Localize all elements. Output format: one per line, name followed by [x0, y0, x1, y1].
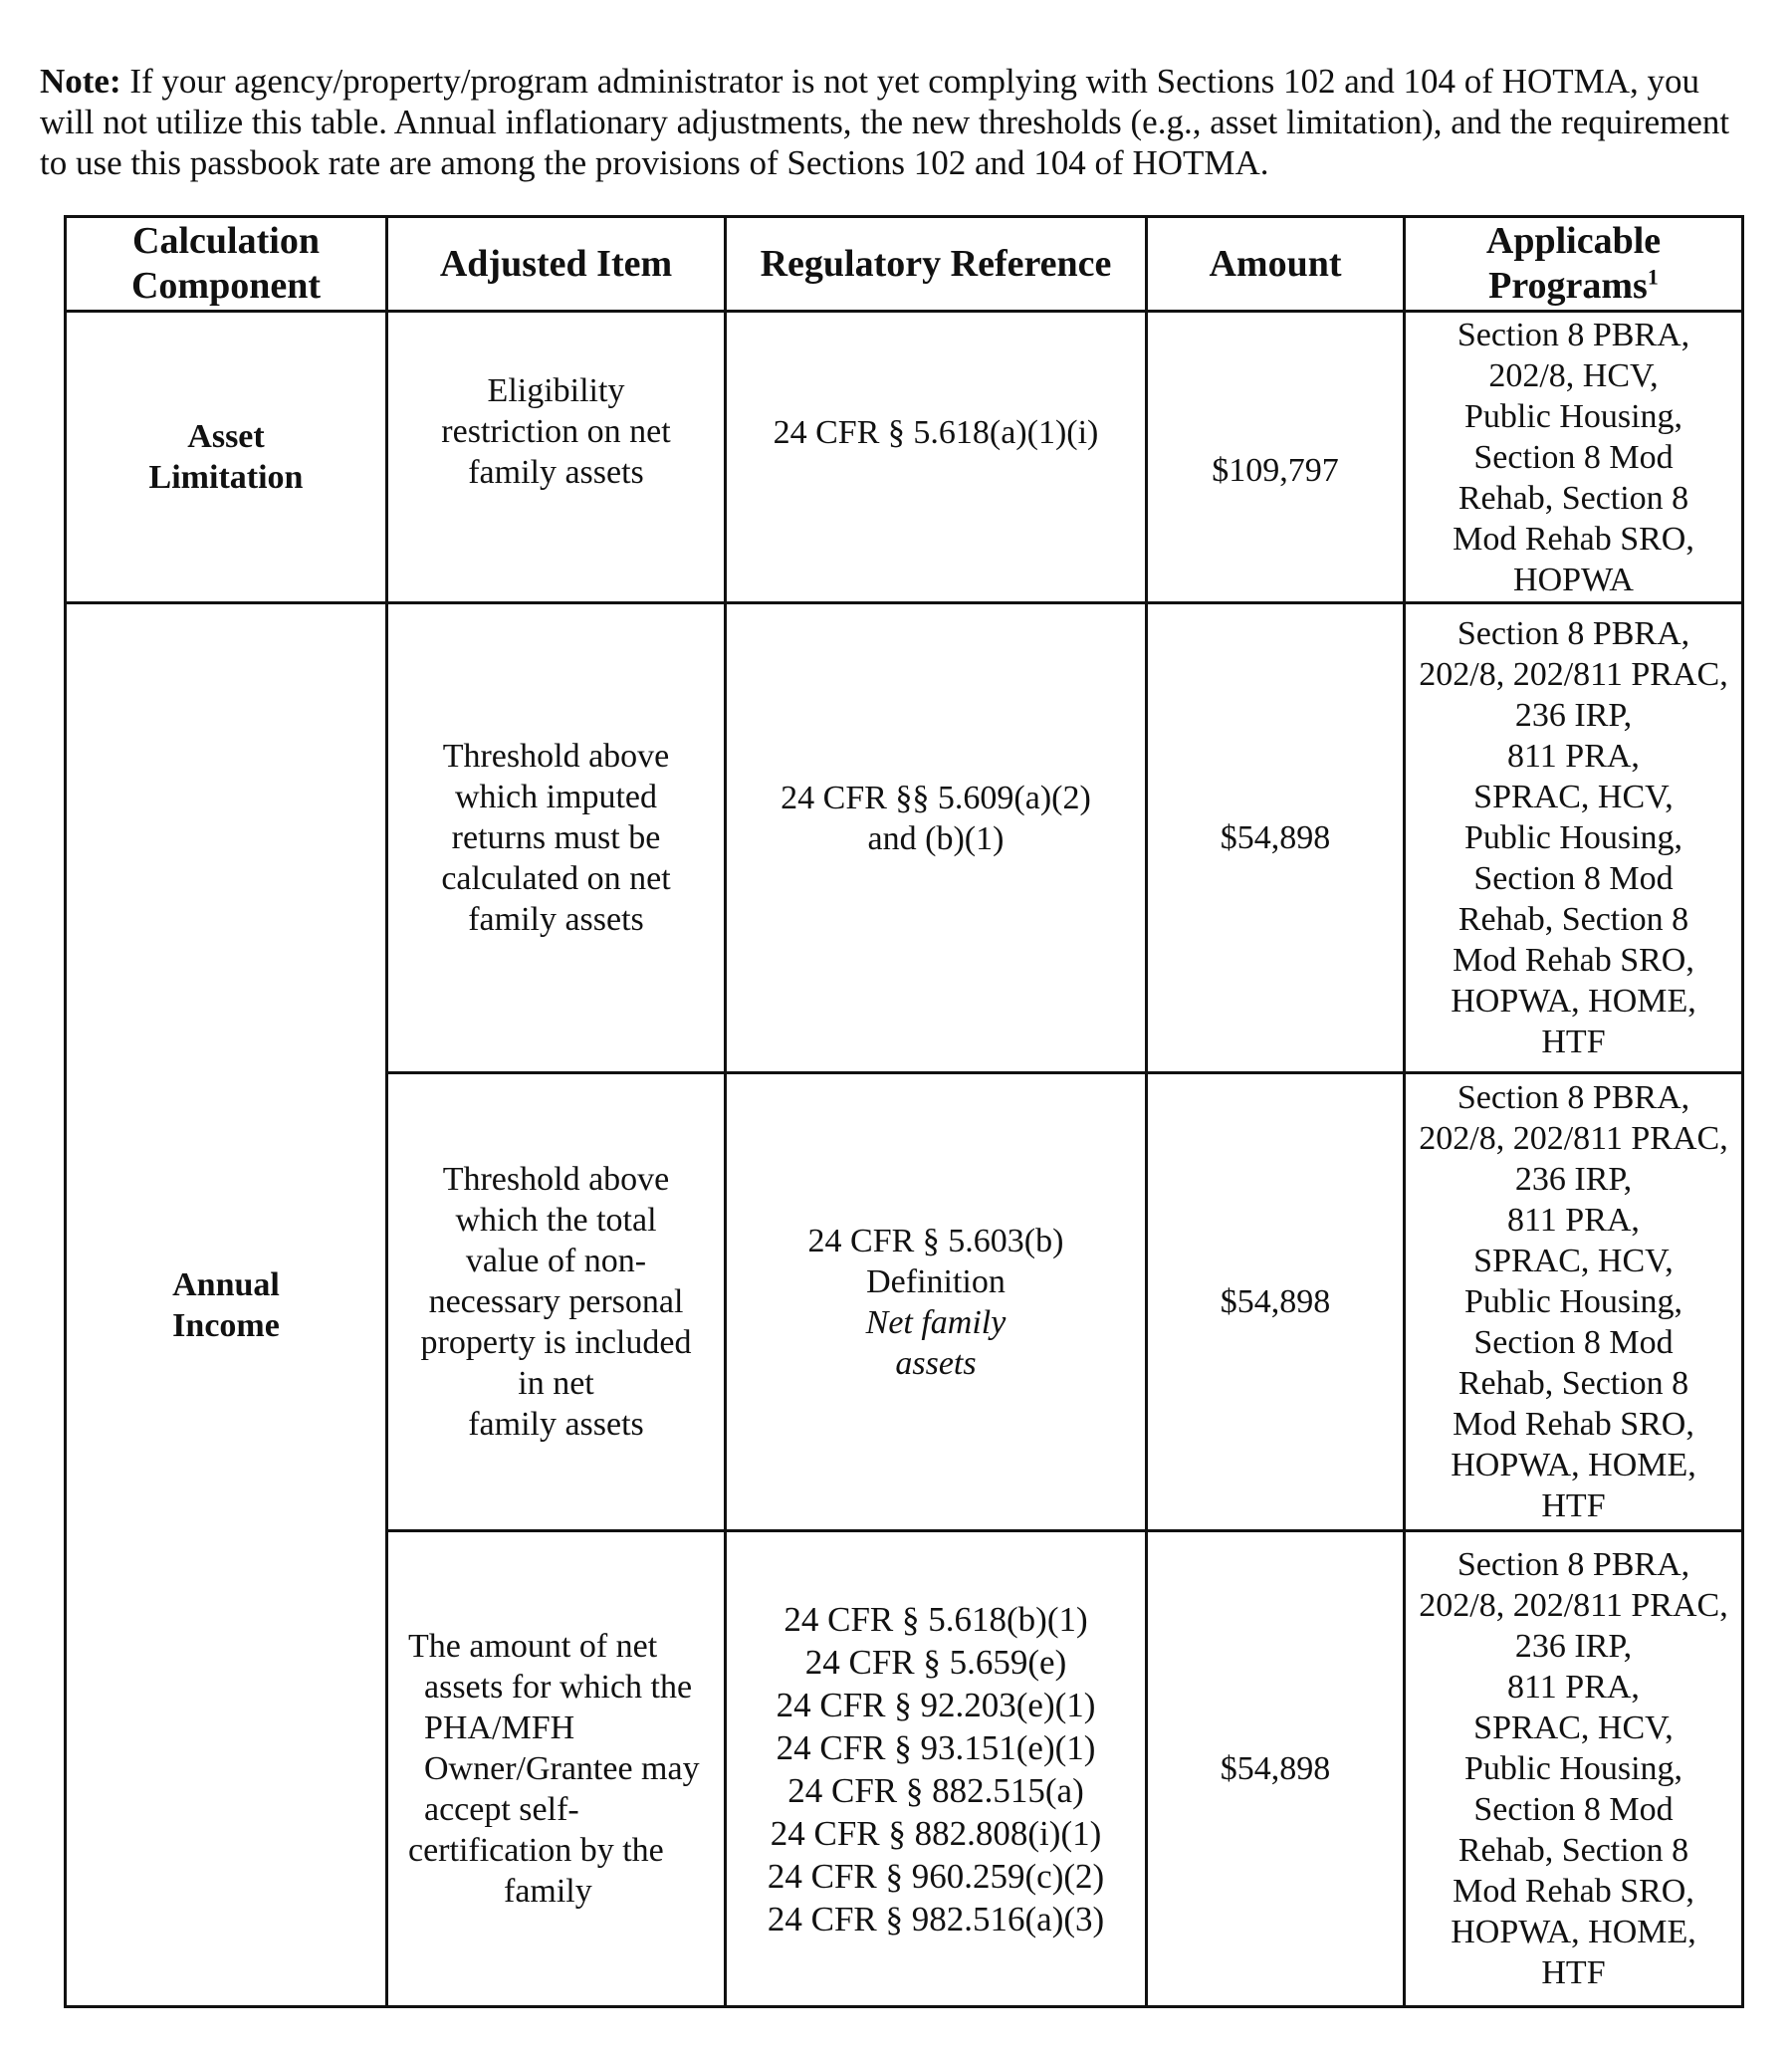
- amount-cell: $54,898: [1147, 1073, 1405, 1531]
- threshold-table: [64, 215, 1744, 2008]
- table-row: [66, 603, 1743, 1073]
- note-paragraph: [40, 61, 1762, 183]
- regulatory-reference-cell: 24 CFR § 5.618(a)(1)(i): [726, 312, 1147, 603]
- applicable-programs-cell: Section 8 PBRA, 202/8, HCV, Public Housing, Section 8 Mod Rehab, Section 8 Mod Rehab SRO, HOPWA: [1405, 312, 1743, 603]
- note-label: Note:: [40, 62, 121, 101]
- header-adjusted-item: Adjusted Item: [387, 217, 726, 312]
- adjusted-item-cell: Eligibility restriction on net family assets: [387, 312, 726, 603]
- header-row: [66, 217, 1743, 312]
- adjusted-item-cell: Threshold above which the total value of non- necessary personal property is included in net family assets: [387, 1073, 726, 1531]
- amount-cell: $54,898: [1147, 603, 1405, 1073]
- table-row: [66, 312, 1743, 603]
- component-asset-limitation: Asset Limitation: [66, 312, 387, 603]
- applicable-programs-cell: Section 8 PBRA, 202/8, 202/811 PRAC, 236 IRP, 811 PRA, SPRAC, HCV, Public Housing, Section 8 Mod Rehab, Section 8 Mod Rehab SRO, HOPWA, HOME, HTF: [1405, 603, 1743, 1073]
- adjusted-item-cell: Threshold above which imputed returns must be calculated on net family assets: [387, 603, 726, 1073]
- applicable-programs-cell: Section 8 PBRA, 202/8, 202/811 PRAC, 236 IRP, 811 PRA, SPRAC, HCV, Public Housing, Section 8 Mod Rehab, Section 8 Mod Rehab SRO, HOPWA, HOME, HTF: [1405, 1531, 1743, 2007]
- regulatory-reference-cell: 24 CFR §§ 5.609(a)(2) and (b)(1): [726, 603, 1147, 1073]
- header-amount: Amount: [1147, 217, 1405, 312]
- adjusted-item-cell: The amount of net assets for which the PHA/MFH Owner/Grantee may accept self- certification by the family: [387, 1531, 726, 2007]
- regulatory-reference-cell: 24 CFR § 5.603(b) Definition Net family assets: [726, 1073, 1147, 1531]
- amount-cell: $54,898: [1147, 1531, 1405, 2007]
- note-text: If your agency/property/program administrator is not yet complying with Sections 102 and 104 of HOTMA, you will not utilize this table. Annual inflationary adjustments, the new thresholds (e.g., asset limitation), and the requirement to use this passbook rate are among the provisions of Sections 102 and 104 of HOTMA.: [40, 62, 1730, 182]
- amount-cell: $109,797: [1147, 312, 1405, 603]
- header-regulatory-reference: Regulatory Reference: [726, 217, 1147, 312]
- footnote-marker: 1: [1647, 264, 1659, 290]
- header-calculation-component: Calculation Component: [66, 217, 387, 312]
- regulatory-reference-cell: 24 CFR § 5.618(b)(1) 24 CFR § 5.659(e) 24 CFR § 92.203(e)(1) 24 CFR § 93.151(e)(1) 24 CFR § 882.515(a) 24 CFR § 882.808(i)(1) 24 CFR § 960.259(c)(2) 24 CFR § 982.516(a)(3): [726, 1531, 1147, 2007]
- header-applicable-programs: Applicable Programs$^1$: [1405, 217, 1743, 312]
- applicable-programs-cell: Section 8 PBRA, 202/8, 202/811 PRAC, 236 IRP, 811 PRA, SPRAC, HCV, Public Housing, Section 8 Mod Rehab, Section 8 Mod Rehab SRO, HOPWA, HOME, HTF: [1405, 1073, 1743, 1531]
- component-annual-income: Annual Income: [66, 603, 387, 2007]
